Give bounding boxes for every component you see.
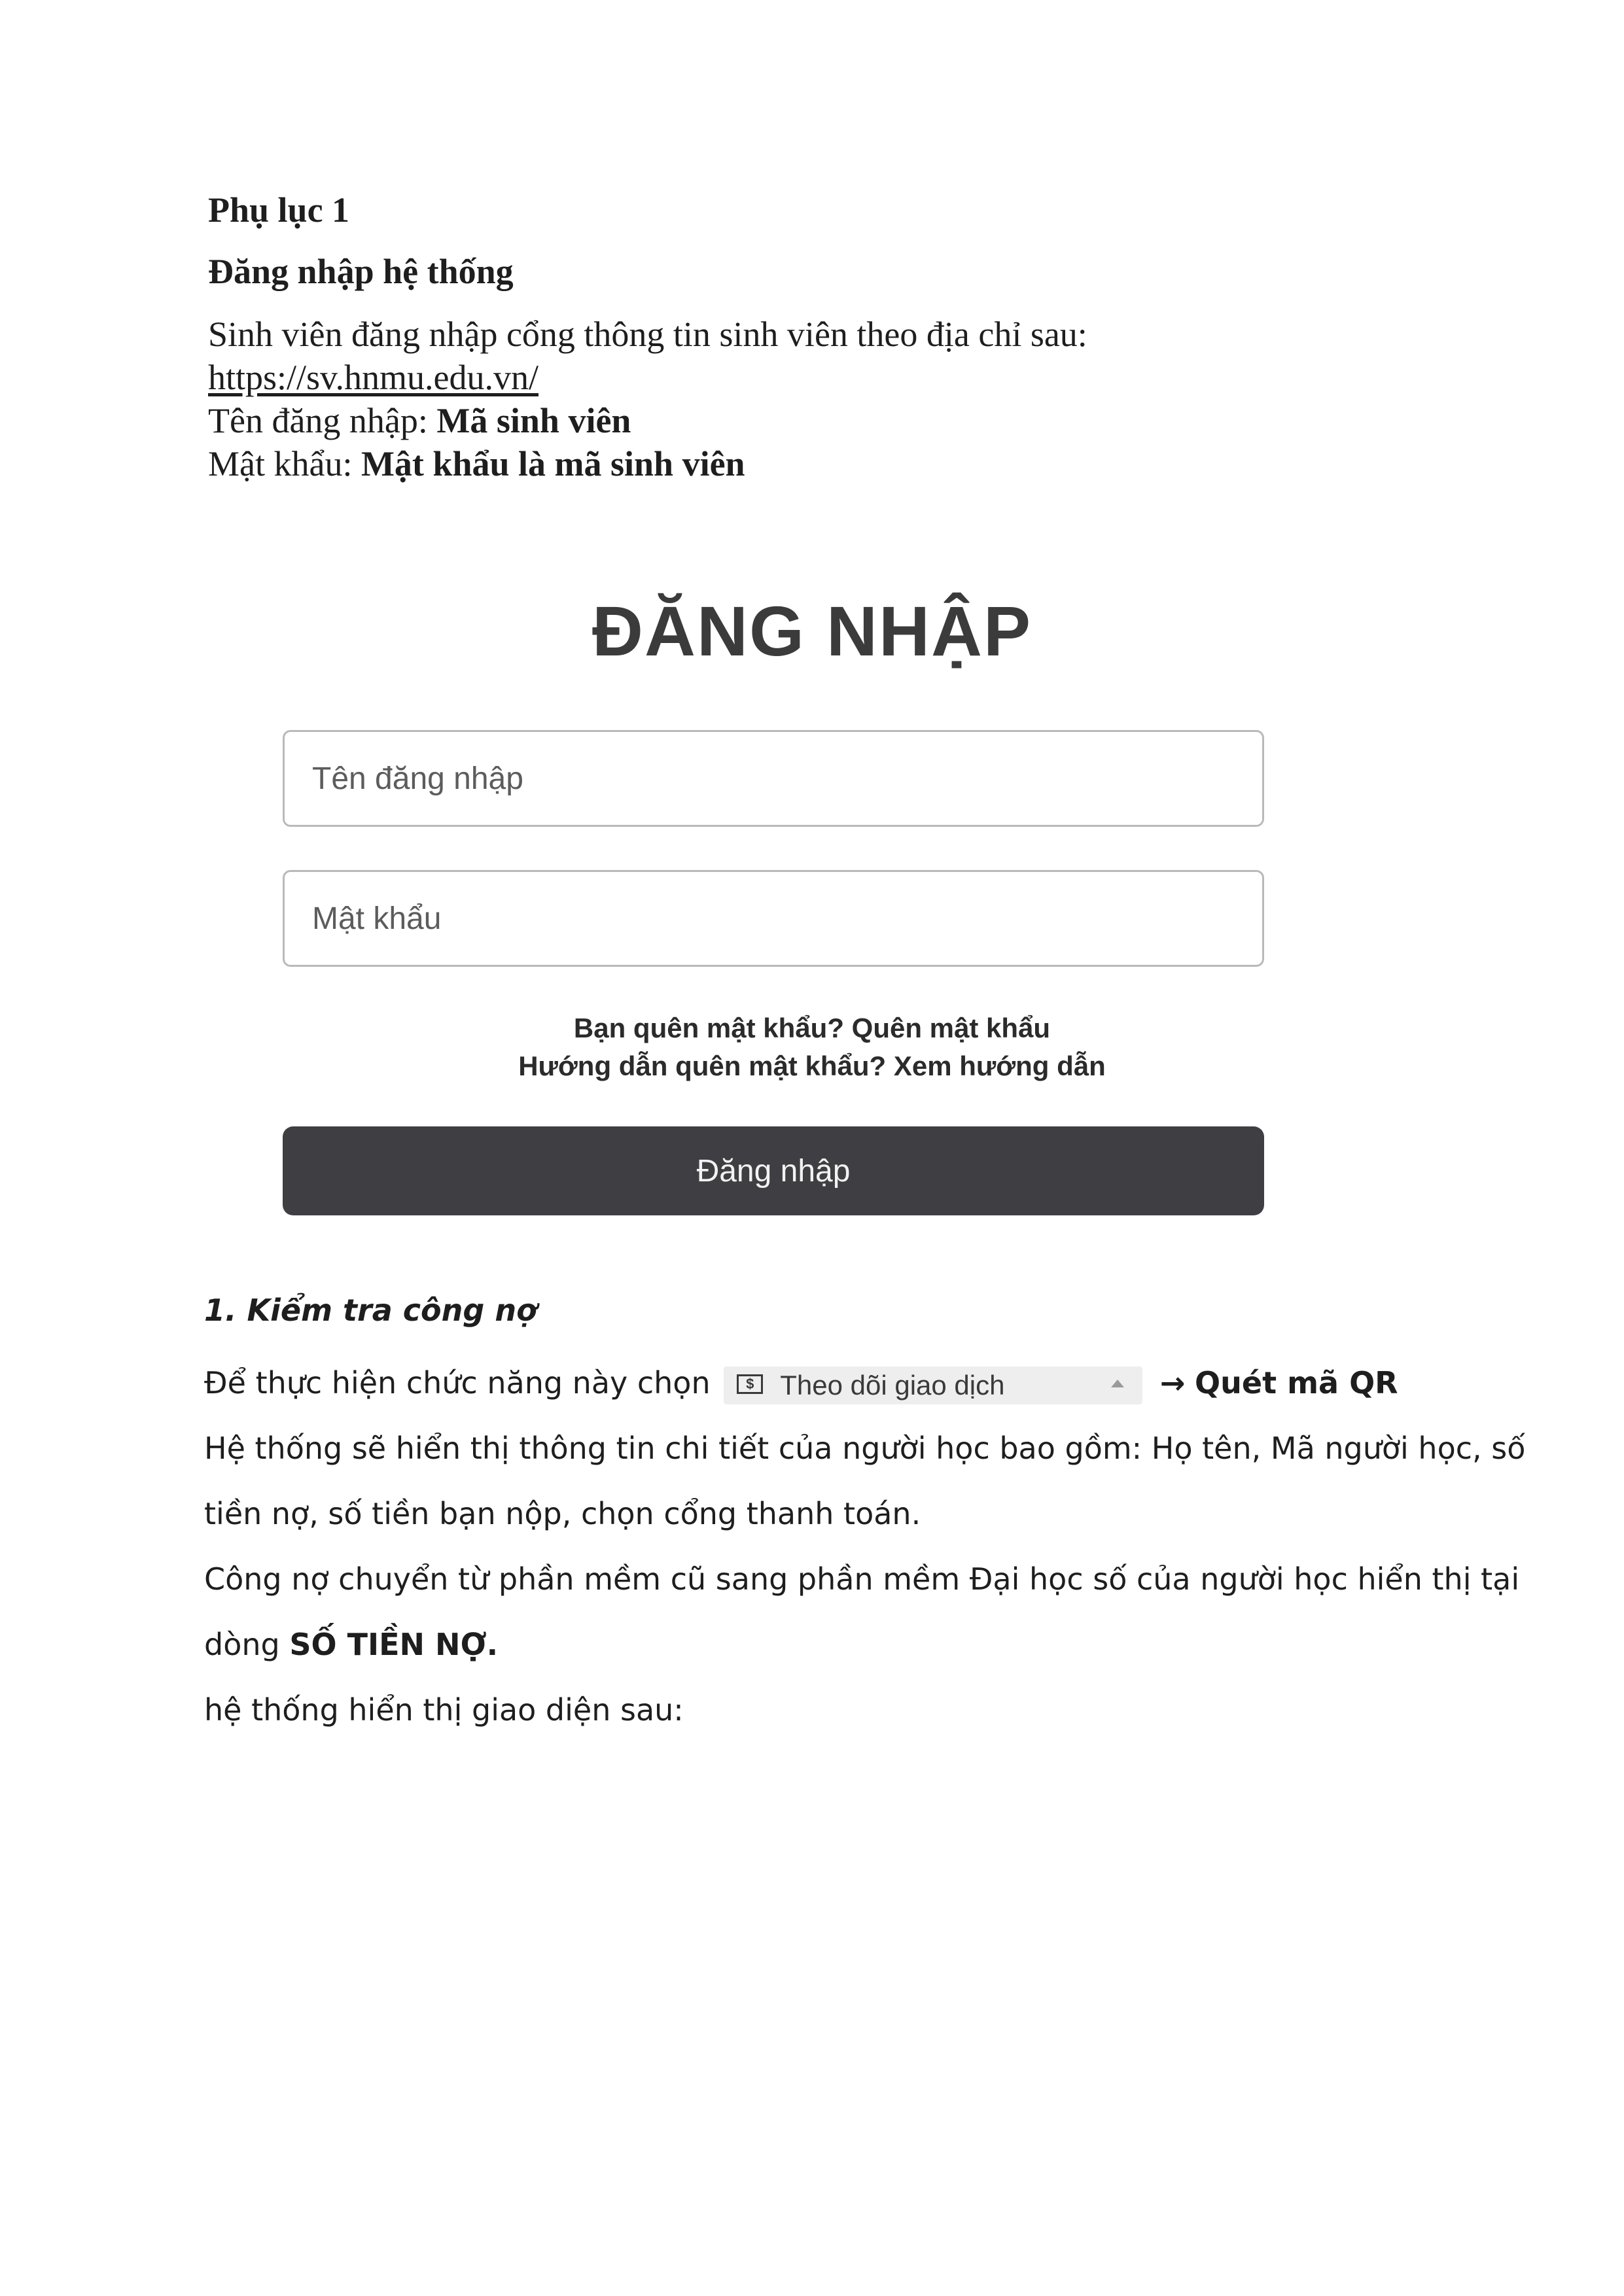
caret-up-icon: [1111, 1380, 1124, 1387]
dollar-icon: $: [737, 1374, 763, 1394]
para2-line2: [204, 1625, 498, 1664]
username-label: Tên đăng nhập:: [208, 401, 437, 440]
guide-prompt: Hướng dẫn quên mật khẩu?: [518, 1051, 887, 1081]
password-input[interactable]: [283, 870, 1264, 967]
para1-line1: Hệ thống sẽ hiển thị thông tin chi tiết của người học bao gồm: Họ tên, Mã người học, số: [204, 1431, 1526, 1466]
username-instruction: [208, 399, 631, 442]
debt-amount-label: SỐ TIỀN NỢ.: [289, 1627, 499, 1662]
forgot-prompt: Bạn quên mật khẩu?: [573, 1013, 844, 1043]
username-value: Mã sinh viên: [436, 401, 631, 440]
section-title: Đăng nhập hệ thống: [208, 252, 514, 291]
para2-line1: Công nợ chuyển từ phần mềm cũ sang phần mềm Đại học số của người học hiển thị tại: [204, 1561, 1520, 1597]
portal-url-line: [208, 356, 538, 399]
view-guide-link[interactable]: Xem hướng dẫn: [893, 1051, 1106, 1081]
menu-item-transactions[interactable]: [724, 1366, 1142, 1404]
password-label: Mật khẩu:: [208, 444, 361, 483]
arrow-right-icon: →: [1159, 1365, 1186, 1400]
menu-item-label: Theo dõi giao dịch: [780, 1369, 1005, 1400]
instruction-prefix: Để thực hiện chức năng này chọn: [204, 1365, 711, 1400]
appendix-title: Phụ lục 1: [208, 190, 350, 230]
para3: hệ thống hiển thị giao diện sau:: [204, 1692, 684, 1728]
intro-text: Sinh viên đăng nhập cổng thông tin sinh viên theo địa chỉ sau:: [208, 315, 1087, 354]
scan-qr-action: Quét mã QR: [1195, 1365, 1398, 1400]
section1-heading: 1. Kiểm tra công nợ: [204, 1293, 537, 1328]
para2-prefix: dòng: [204, 1627, 290, 1662]
password-value: Mật khẩu là mã sinh viên: [361, 444, 745, 483]
instruction-line: [204, 1363, 1398, 1404]
forgot-password-line: [0, 1013, 1624, 1044]
portal-url-link[interactable]: https://sv.hnmu.edu.vn/: [208, 358, 539, 397]
para1-line2: tiền nợ, số tiền bạn nộp, chọn cổng thanh toán.: [204, 1496, 921, 1531]
password-instruction: [208, 442, 745, 485]
username-input[interactable]: [283, 730, 1264, 827]
login-button[interactable]: Đăng nhập: [283, 1126, 1264, 1215]
login-heading: ĐĂNG NHẬP: [591, 591, 1032, 670]
guide-line: [0, 1051, 1624, 1082]
forgot-password-link[interactable]: Quên mật khẩu: [851, 1013, 1051, 1043]
